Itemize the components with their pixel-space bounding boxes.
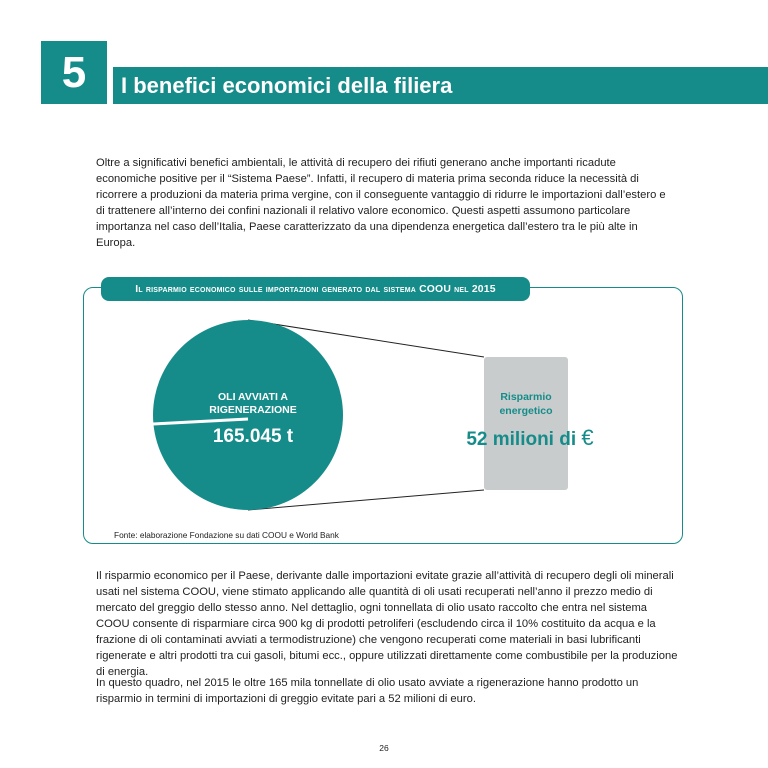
chapter-number: 5 [41, 41, 107, 104]
pie-label: OLI AVVIATI A RIGENERAZIONE [209, 391, 297, 416]
pie-value: 165.045 t [212, 426, 294, 447]
body-paragraph: Il risparmio economico per il Paese, derivante dalle importazioni evitate grazie all’attività di recupero degli oli minerali usati nel sistema COOU, viene stimato applicando alle quantità di oli usati recuperati nell’anno il prezzo medio di mercato del greggio dello stesso anno. Nel dettaglio, ogni tonnellata di olio usato raccolto che entra nel sistema COOU consente di risparmiare circa 900 kg di prodotti petroliferi (escludendo circa il 10% costituito da acqua e la frazione di oli contaminati avviati a termodistruzione) che vengono recuperati come materiali in basi lubrificanti rigenerate e altri prodotti tra cui gasoli, bitumi ecc., oppure utilizzati direttamente come combustibile per la produzione di energia. [96, 570, 678, 678]
savings-label: Risparmio energetico [499, 391, 553, 417]
page-number: 26 [379, 743, 389, 753]
savings-value [440, 425, 620, 451]
chapter-title: I benefici economici della filiera [113, 67, 768, 104]
closing-paragraph: In questo quadro, nel 2015 le oltre 165 mila tonnellate di olio usato avviate a rigenerazione hanno prodotto un risparmio in termini di importazioni di greggio evitate pari a 52 milioni di euro. [96, 677, 639, 705]
infographic-title: Il risparmio economico sulle importazioni generato dal sistema COOU nel 2015 [101, 277, 530, 301]
source-note: Fonte: elaborazione Fondazione su dati COOU e World Bank [114, 530, 339, 540]
intro-paragraph: Oltre a significativi benefici ambientali, le attività di recupero dei rifiuti generano anche importanti ricadute economiche positive per il “Sistema Paese”. Infatti, il recupero di materia prima seconda riduce la necessità di ricorrere a produzioni da materia prima vergine, con il conseguente vantaggio di ridurre le importazioni dall’estero e di trattenere all’interno dei confini nazionali il relativo valore economico. Questi aspetti assumono particolare importanza nel caso dell’Italia, Paese caratterizzato da una dipendenza energetica dall’estero tra le più alte in Europa. [96, 157, 666, 249]
euro-symbol: € [581, 425, 594, 450]
savings-box [484, 357, 568, 490]
savings-amount: 52 milioni di [466, 429, 577, 450]
